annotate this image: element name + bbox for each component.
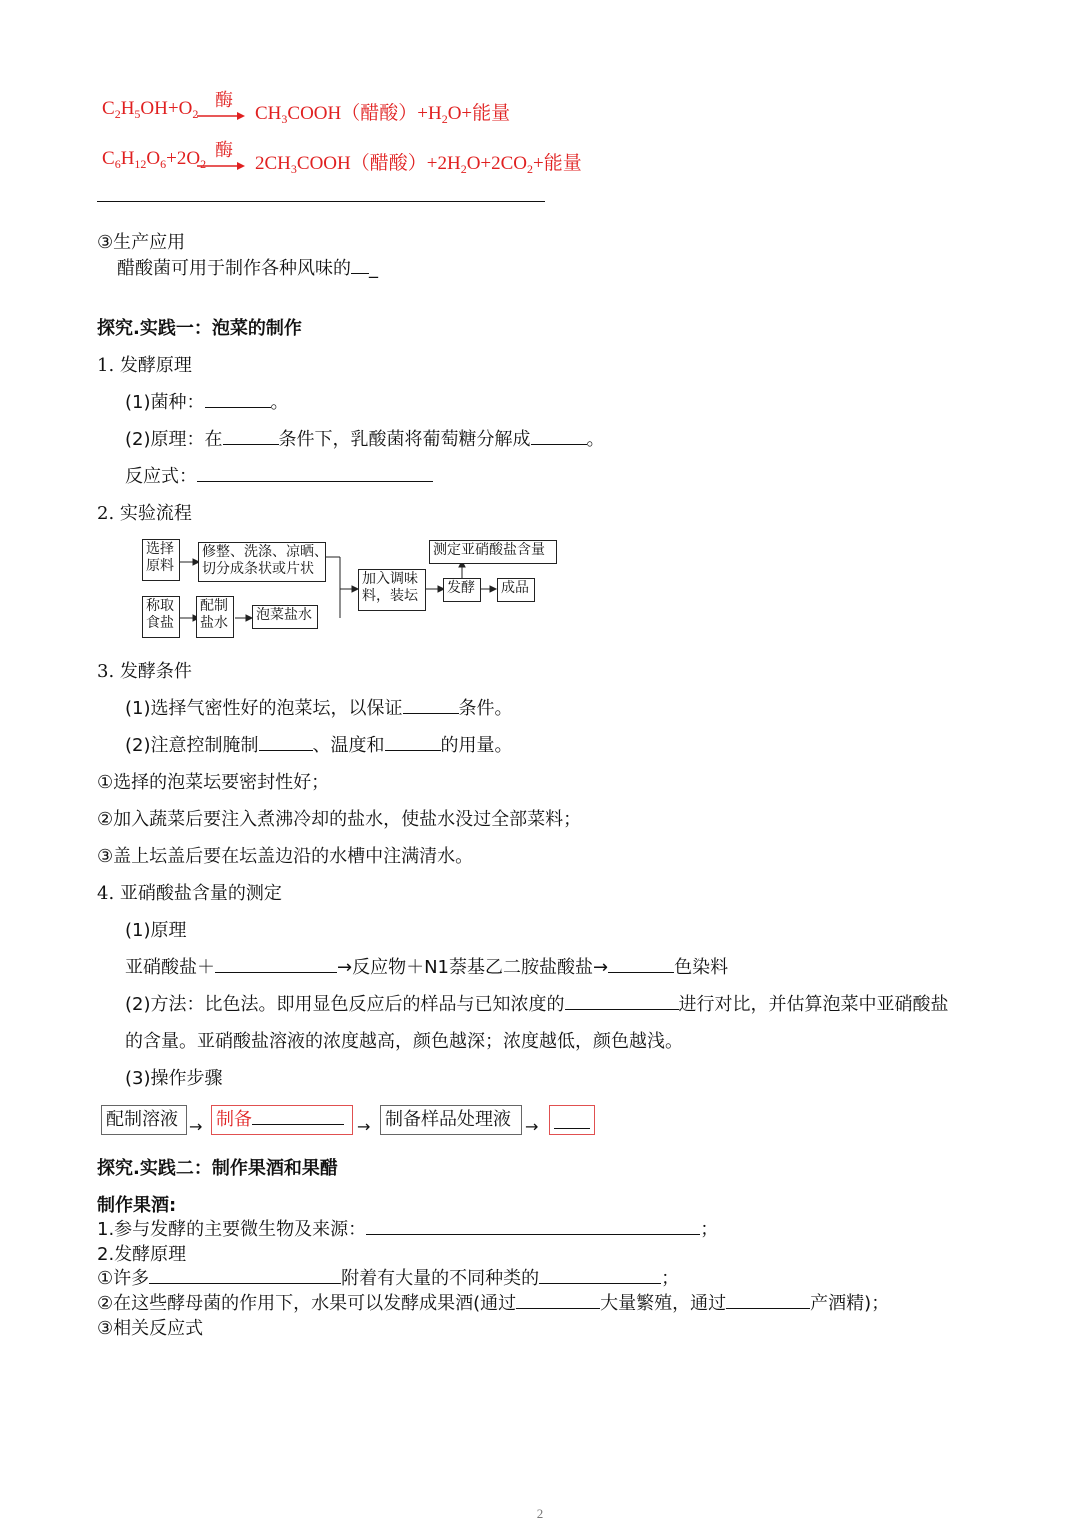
s2-line1: 1.参与发酵的主要微生物及来源： ；: [97, 1219, 719, 1240]
answer-blank[interactable]: [205, 406, 271, 408]
condition-2: ②加入蔬菜后要注入煮沸冷却的盐水，使盐水没过全部菜料；: [97, 809, 582, 830]
answer-blank[interactable]: [259, 749, 313, 751]
step-box-prepare: 制备: [211, 1105, 353, 1135]
answer-blank[interactable]: [516, 1307, 600, 1309]
answer-blank[interactable]: [403, 712, 459, 714]
item1-reaction: 反应式：: [125, 462, 433, 488]
answer-blank[interactable]: [531, 443, 587, 445]
equation-1: $C_2H_5OH+O_2$: [102, 98, 199, 121]
reaction-arrow-icon: [197, 160, 245, 172]
flow-box-prepare-brine: 配制 盐水: [196, 596, 234, 638]
section1-title: 探究.实践一：泡菜的制作: [97, 318, 302, 339]
s2-line5: ③相关反应式: [97, 1318, 204, 1339]
item4-method-line2: 的含量。亚硝酸盐溶液的浓度越高，颜色越深；浓度越低，颜色越浅。: [125, 1031, 683, 1052]
section2-subtitle: 制作果酒:: [97, 1195, 177, 1216]
item4-principle-heading: (1)原理: [125, 920, 187, 941]
equation-2: $C_6H_{12}O_6+2O_2$: [102, 148, 207, 171]
answer-blank[interactable]: [149, 1282, 341, 1284]
flow-box-pickle-brine: 泡菜盐水: [252, 605, 318, 629]
flow-box-weigh-salt: 称取 食盐: [142, 596, 180, 638]
condition-3: ③盖上坛盖后要在坛盖边沿的水槽中注满清水。: [97, 846, 474, 867]
production-line: 醋酸菌可用于制作各种风味的 _: [117, 258, 378, 279]
s2-line3: ①许多 附着有大量的不同种类的 ；: [97, 1268, 680, 1289]
answer-blank[interactable]: [351, 272, 369, 274]
flow-box-measure-nitrite: 测定亚硝酸盐含量: [429, 540, 557, 564]
flow-box-select-material: 选择 原料: [142, 539, 180, 581]
section2-title: 探究.实践二：制作果酒和果醋: [97, 1158, 338, 1179]
step-box-blank: [549, 1105, 595, 1135]
answer-blank[interactable]: [223, 443, 279, 445]
flow-box-product: 成品: [497, 578, 535, 602]
production-heading: ③生产应用: [97, 232, 186, 253]
answer-blank[interactable]: [726, 1307, 810, 1309]
answer-blank[interactable]: [366, 1233, 700, 1235]
enzyme-label: 酶: [215, 140, 233, 161]
item4-method: (2)方法：比色法。即用显色反应后的样品与已知浓度的 进行对比，并估算泡菜中亚硝酸盐: [125, 994, 949, 1015]
answer-blank[interactable]: [554, 1127, 590, 1129]
answer-blank[interactable]: [539, 1282, 661, 1284]
item4-principle: 亚硝酸盐＋ →反应物＋N1萘基乙二胺盐酸盐→ 色染料: [125, 957, 729, 978]
item3-control: (2)注意控制腌制 、温度和 的用量。: [125, 735, 513, 756]
step-arrow-icon: →: [357, 1117, 371, 1136]
item2-heading: 2. 实验流程: [97, 503, 192, 524]
s2-line4: ②在这些酵母菌的作用下，水果可以发酵成果酒(通过 大量繁殖，通过 产酒精)；: [97, 1293, 890, 1314]
answer-blank[interactable]: [197, 480, 433, 482]
step-arrow-icon: →: [189, 1117, 203, 1136]
equation-2-products: $2CH_3COOH$（醋酸）$+2H_2O+2CO_2+$能量: [255, 153, 582, 176]
item4-heading: 4. 亚硝酸盐含量的测定: [97, 883, 282, 904]
enzyme-arrow-2: [197, 140, 245, 172]
divider-line: [97, 201, 545, 202]
enzyme-label: 酶: [215, 90, 233, 111]
answer-blank[interactable]: [565, 1008, 679, 1010]
enzyme-arrow-1: [197, 90, 245, 122]
condition-1: ①选择的泡菜坛要密封性好；: [97, 772, 330, 793]
answer-blank[interactable]: [385, 749, 441, 751]
item3-jar: (1)选择气密性好的泡菜坛，以保证 条件。: [125, 698, 513, 719]
item1-principle: (2)原理：在 条件下，乳酸菌将葡萄糖分解成 。: [125, 429, 605, 450]
item4-steps-heading: (3)操作步骤: [125, 1068, 223, 1089]
flow-box-ferment: 发酵: [443, 578, 481, 602]
step-arrow-icon: →: [525, 1117, 539, 1136]
s2-line2: 2.发酵原理: [97, 1244, 187, 1265]
step-box-prepare-solution: 配制溶液: [101, 1105, 187, 1135]
item1-strain: (1)菌种： 。: [125, 392, 289, 413]
answer-blank[interactable]: [608, 971, 674, 973]
answer-blank[interactable]: [215, 971, 337, 973]
flow-box-trim-wash: 修整、洗涤、凉晒、 切分成条状或片状: [198, 542, 326, 582]
item1-heading: 1. 发酵原理: [97, 355, 192, 376]
equation-1-products: $CH_3COOH$（醋酸）$+H_2O+$能量: [255, 103, 511, 126]
step-box-sample-solution: 制备样品处理液: [380, 1105, 522, 1135]
reaction-arrow-icon: [197, 110, 245, 122]
answer-blank[interactable]: [252, 1123, 344, 1125]
page-number: 2: [536, 1506, 544, 1521]
flow-box-add-seasoning: 加入调味 料，装坛: [358, 569, 426, 611]
item3-heading: 3. 发酵条件: [97, 661, 192, 682]
